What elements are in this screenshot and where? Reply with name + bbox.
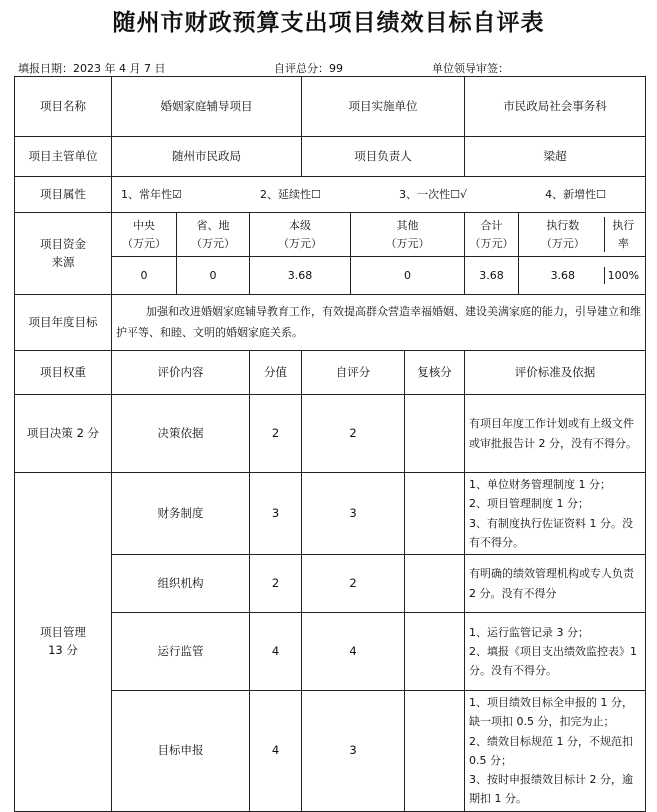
mgmt-review: [405, 555, 465, 613]
fund-value-executed: 3.68 100%: [519, 257, 646, 295]
management-weight-line2: 13 分: [48, 642, 78, 657]
attr-options: [112, 177, 646, 213]
mgmt-criteria: 1、单位财务管理制度 1 分； 2、项目管理制度 1 分； 3、有制度执行佐证资料 1 分。没有不得分。: [465, 473, 646, 555]
fund-header-other: 其他 （万元）: [351, 213, 465, 257]
decision-content: 决策依据: [112, 395, 250, 473]
col-header-review: 复核分: [405, 351, 465, 395]
project-name-label: 项目名称: [15, 77, 112, 137]
fund-value-central: 0: [112, 257, 177, 295]
decision-self: 2: [302, 395, 405, 473]
goal-text: 加强和改进婚姻家庭辅导教育工作，有效提高群众营造幸福婚姻、建设美满家庭的能力，引导建立和维护平等、和睦、文明的婚姻家庭关系。: [112, 295, 646, 351]
attr-option: 1、常年性☑: [121, 187, 182, 201]
self-score-total: 自评总分：99: [274, 62, 343, 75]
fund-header-rate: 执行 率: [612, 219, 635, 250]
fund-source-label: [15, 213, 112, 295]
owner-label: 项目负责人: [302, 137, 465, 177]
mgr-unit-value: 随州市民政局: [112, 137, 302, 177]
fund-header-executed: 执行数 （万元） 执行 率: [519, 213, 646, 257]
mgmt-content: 目标申报: [112, 691, 250, 812]
mgmt-self: 3: [302, 473, 405, 555]
goal-label: 项目年度目标: [15, 295, 112, 351]
evaluation-table: [14, 76, 646, 812]
attr-label: 项目属性: [15, 177, 112, 213]
management-weight-line1: 项目管理: [40, 624, 86, 639]
mgmt-score: 4: [250, 613, 302, 691]
table-row: [15, 395, 646, 473]
mgmt-self: 3: [302, 691, 405, 812]
mgmt-self: 2: [302, 555, 405, 613]
mgmt-criteria: 有明确的绩效管理机构或专人负责 2 分。没有不得分: [465, 555, 646, 613]
fund-source-label-line2: 来源: [51, 254, 75, 269]
fund-value-total: 3.68: [465, 257, 519, 295]
mgmt-content: 运行监管: [112, 613, 250, 691]
project-name-value: 婚姻家庭辅导项目: [112, 77, 302, 137]
col-header-weight: 项目权重: [15, 351, 112, 395]
decision-review: [405, 395, 465, 473]
decision-score: 2: [250, 395, 302, 473]
impl-unit-value: 市民政局社会事务科: [465, 77, 646, 137]
fund-source-label-line1: 项目资金: [40, 236, 86, 251]
fill-date: 填报日期：2023 年 4 月 7 日: [18, 62, 166, 75]
table-row: [15, 473, 646, 555]
mgmt-criteria: 1、项目绩效目标全申报的 1 分，缺一项扣 0.5 分，扣完为止； 2、绩效目标规范 1 分，不规范扣 0.5 分； 3、按时申报绩效目标计 2 分，逾期扣 1 分。: [465, 691, 646, 812]
mgmt-content: 财务制度: [112, 473, 250, 555]
fund-header-total: 合计 （万元）: [465, 213, 519, 257]
attr-option: 2、延续性☐: [260, 187, 321, 201]
decision-criteria: 有项目年度工作计划或有上级文件或审批报告计 2 分，没有不得分。: [465, 395, 646, 473]
fund-header-local: 本级 （万元）: [250, 213, 351, 257]
decision-weight: 项目决策 2 分: [15, 395, 112, 473]
col-header-content: 评价内容: [112, 351, 250, 395]
col-header-score: 分值: [250, 351, 302, 395]
fund-value-local: 3.68: [250, 257, 351, 295]
management-weight: [15, 473, 112, 812]
mgmt-content: 组织机构: [112, 555, 250, 613]
mgmt-score: 4: [250, 691, 302, 812]
col-header-criteria: 评价标准及依据: [465, 351, 646, 395]
mgmt-review: [405, 473, 465, 555]
attr-option: 3、一次性☐√: [399, 187, 467, 201]
leader-sign-label: 单位领导审签：: [432, 62, 509, 75]
mgmt-score: 2: [250, 555, 302, 613]
mgmt-review: [405, 691, 465, 812]
impl-unit-label: 项目实施单位: [302, 77, 465, 137]
fund-header-central: 中央 （万元）: [112, 213, 177, 257]
page-title: 随州市财政预算支出项目绩效目标自评表: [112, 10, 545, 36]
mgmt-self: 4: [302, 613, 405, 691]
mgmt-review: [405, 613, 465, 691]
owner-value: 梁超: [465, 137, 646, 177]
fund-value-province: 0: [177, 257, 250, 295]
mgmt-score: 3: [250, 473, 302, 555]
fund-value-rate: 100%: [607, 268, 640, 282]
fund-value-other: 0: [351, 257, 465, 295]
fund-header-province: 省、地 （万元）: [177, 213, 250, 257]
attr-option: 4、新增性☐: [545, 187, 607, 201]
mgmt-criteria: 1、运行监管记录 3 分； 2、填报《项目支出绩效监控表》1 分。没有不得分。: [465, 613, 646, 691]
col-header-self: 自评分: [302, 351, 405, 395]
mgr-unit-label: 项目主管单位: [15, 137, 112, 177]
